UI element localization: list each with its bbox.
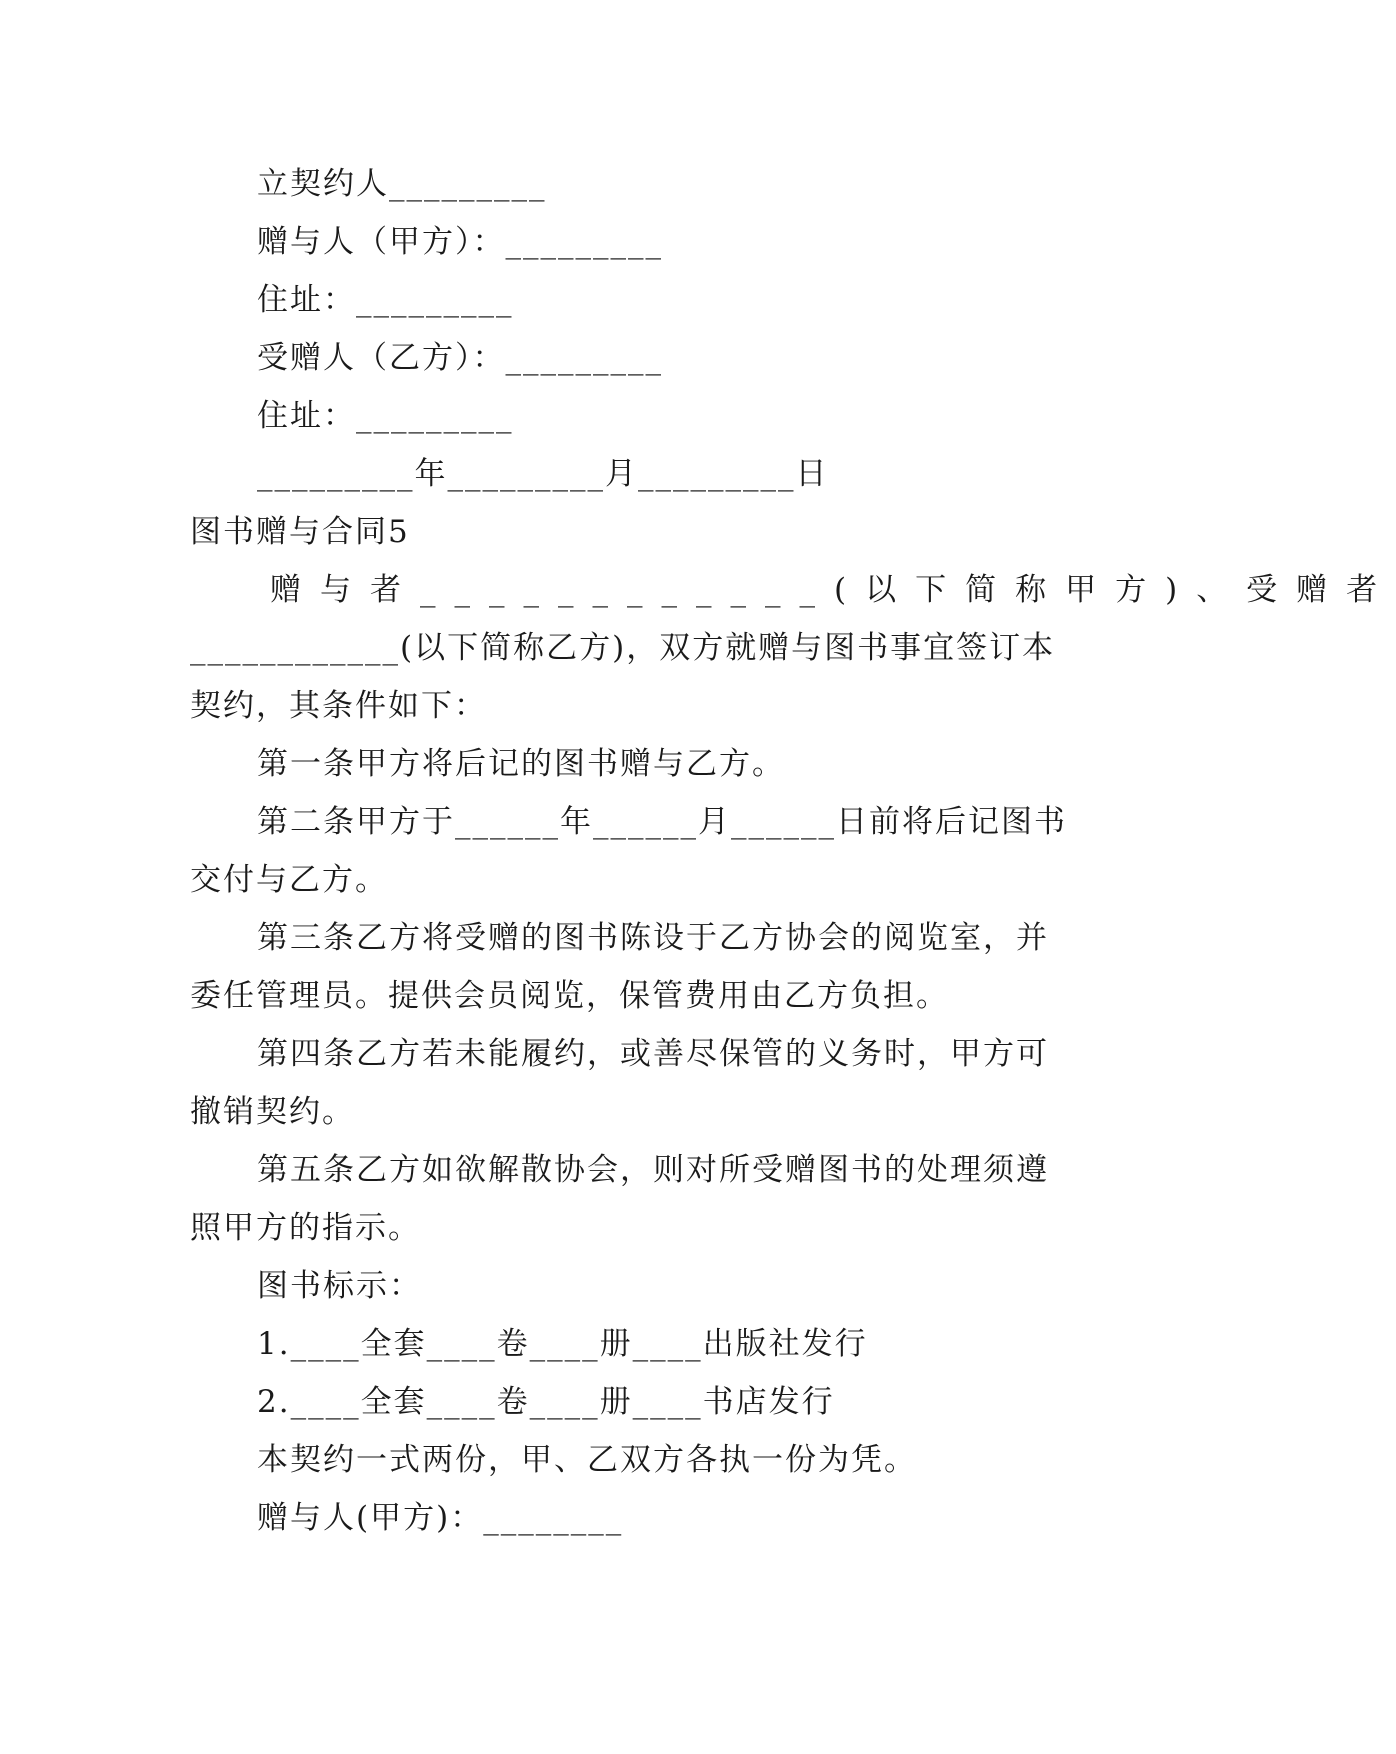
article-5-line-2: 照甲方的指示。 bbox=[190, 1210, 421, 1246]
article-4-line-1: 第四条乙方若未能履约，或善尽保管的义务时，甲方可 bbox=[257, 1036, 1049, 1072]
date-line: _________年_________月_________日 bbox=[257, 456, 829, 492]
copies-clause: 本契约一式两份，甲、乙双方各执一份为凭。 bbox=[257, 1442, 917, 1478]
article-3-line-1: 第三条乙方将受赠的图书陈设于乙方协会的阅览室，并 bbox=[257, 920, 1049, 956]
donor-signature-line: 赠与人(甲方)：________ bbox=[257, 1500, 624, 1536]
donor-address-line: 住址：_________ bbox=[257, 282, 514, 318]
paragraph-intro-line-2: ____________(以下简称乙方)，双方就赠与图书事宜签订本 bbox=[190, 630, 1056, 666]
donee-line: 受赠人（乙方）：_________ bbox=[257, 340, 663, 376]
article-2-line-2: 交付与乙方。 bbox=[190, 862, 388, 898]
donor-line: 赠与人（甲方）：_________ bbox=[257, 224, 663, 260]
book-list-item-2: 2.____全套____卷____册____书店发行 bbox=[257, 1384, 835, 1420]
donee-address-line: 住址：_________ bbox=[257, 398, 514, 434]
section-title: 图书赠与合同5 bbox=[190, 514, 410, 550]
paragraph-intro-line-1: 赠与者____________(以下简称甲方)、受赠者 bbox=[270, 572, 1396, 608]
contract-party-line: 立契约人_________ bbox=[257, 166, 547, 202]
book-list-item-1: 1.____全套____卷____册____出版社发行 bbox=[257, 1326, 868, 1362]
article-4-line-2: 撤销契约。 bbox=[190, 1094, 355, 1130]
article-2-line-1: 第二条甲方于______年______月______日前将后记图书 bbox=[257, 804, 1067, 840]
article-5-line-1: 第五条乙方如欲解散协会，则对所受赠图书的处理须遵 bbox=[257, 1152, 1049, 1188]
paragraph-intro-line-3: 契约，其条件如下： bbox=[190, 688, 487, 724]
book-list-heading: 图书标示： bbox=[257, 1268, 422, 1304]
article-1: 第一条甲方将后记的图书赠与乙方。 bbox=[257, 746, 785, 782]
article-3-line-2: 委任管理员。提供会员阅览，保管费用由乙方负担。 bbox=[190, 978, 949, 1014]
